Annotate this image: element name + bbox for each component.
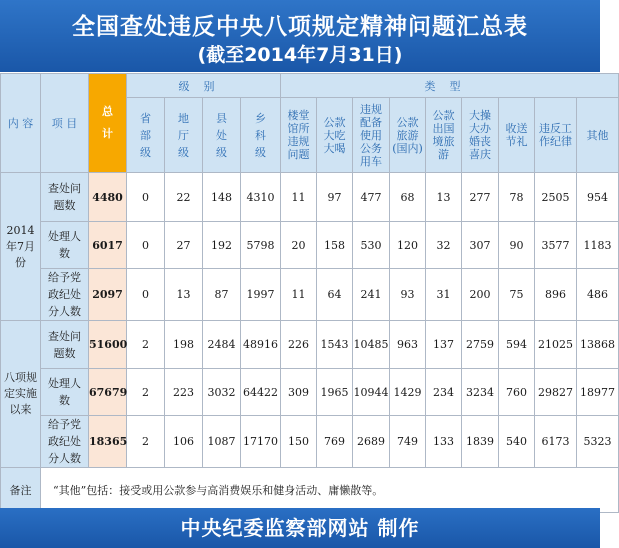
type-cell: 32 — [426, 222, 462, 269]
level-header: 县处级 — [203, 98, 241, 173]
row-item-label: 查处问题数 — [41, 321, 89, 369]
period-label: 2014年7月份 — [1, 173, 41, 321]
level-cell: 0 — [127, 222, 165, 269]
table-row — [1, 321, 619, 369]
type-cell: 307 — [462, 222, 499, 269]
type-cell: 18977 — [577, 369, 619, 416]
level-header: 乡科级 — [241, 98, 281, 173]
type-cell: 594 — [499, 321, 535, 369]
type-cell: 11 — [281, 173, 317, 222]
type-cell: 896 — [535, 269, 577, 321]
row-item-label: 查处问题数 — [41, 173, 89, 222]
type-cell: 158 — [317, 222, 353, 269]
title-banner — [0, 0, 600, 72]
type-cell: 10944 — [353, 369, 390, 416]
level-cell: 0 — [127, 269, 165, 321]
type-cell: 234 — [426, 369, 462, 416]
row-total: 2097 — [89, 269, 127, 321]
type-cell: 13 — [426, 173, 462, 222]
type-header: 楼堂馆所违规问题 — [281, 98, 317, 173]
type-cell: 277 — [462, 173, 499, 222]
footer-credit: 中央纪委监察部网站 制作 — [0, 508, 600, 548]
type-cell: 760 — [499, 369, 535, 416]
type-cell: 31 — [426, 269, 462, 321]
row-item-label: 给予党政纪处分人数 — [41, 269, 89, 321]
level-cell: 27 — [165, 222, 203, 269]
type-cell: 20 — [281, 222, 317, 269]
level-cell: 48916 — [241, 321, 281, 369]
type-cell: 1429 — [390, 369, 426, 416]
type-cell: 10485 — [353, 321, 390, 369]
type-cell: 6173 — [535, 416, 577, 468]
type-cell: 75 — [499, 269, 535, 321]
level-cell: 198 — [165, 321, 203, 369]
type-cell: 2759 — [462, 321, 499, 369]
table-row — [1, 222, 619, 269]
type-cell: 2689 — [353, 416, 390, 468]
type-cell: 64 — [317, 269, 353, 321]
level-cell: 13 — [165, 269, 203, 321]
type-cell: 226 — [281, 321, 317, 369]
type-cell: 486 — [577, 269, 619, 321]
type-header: 其他 — [577, 98, 619, 173]
type-cell: 29827 — [535, 369, 577, 416]
level-cell: 4310 — [241, 173, 281, 222]
level-cell: 1997 — [241, 269, 281, 321]
type-cell: 21025 — [535, 321, 577, 369]
row-item-label: 处理人数 — [41, 222, 89, 269]
level-group-header: 级别 — [127, 74, 281, 98]
type-cell: 150 — [281, 416, 317, 468]
type-cell: 97 — [317, 173, 353, 222]
type-cell: 11 — [281, 269, 317, 321]
type-header: 公款旅游(国内) — [390, 98, 426, 173]
row-total: 51600 — [89, 321, 127, 369]
type-header: 公款出国境旅游 — [426, 98, 462, 173]
type-group-header: 类型 — [281, 74, 619, 98]
table-row — [1, 416, 619, 468]
level-cell: 2 — [127, 369, 165, 416]
level-cell: 0 — [127, 173, 165, 222]
type-cell: 2505 — [535, 173, 577, 222]
type-cell: 1839 — [462, 416, 499, 468]
type-cell: 13868 — [577, 321, 619, 369]
type-cell: 93 — [390, 269, 426, 321]
level-cell: 2484 — [203, 321, 241, 369]
type-cell: 3577 — [535, 222, 577, 269]
level-cell: 148 — [203, 173, 241, 222]
type-cell: 1183 — [577, 222, 619, 269]
level-cell: 223 — [165, 369, 203, 416]
level-header: 地厅级 — [165, 98, 203, 173]
type-cell: 137 — [426, 321, 462, 369]
type-cell: 309 — [281, 369, 317, 416]
type-cell: 90 — [499, 222, 535, 269]
row-total: 4480 — [89, 173, 127, 222]
table-row — [1, 269, 619, 321]
type-cell: 963 — [390, 321, 426, 369]
page-subtitle: (截至2014年7月31日) — [197, 44, 403, 66]
level-cell: 64422 — [241, 369, 281, 416]
total-header: 总计 — [89, 74, 127, 173]
note-label: 备注 — [1, 468, 41, 513]
type-cell: 530 — [353, 222, 390, 269]
row-total: 67679 — [89, 369, 127, 416]
type-cell: 1543 — [317, 321, 353, 369]
row-total: 6017 — [89, 222, 127, 269]
type-cell: 954 — [577, 173, 619, 222]
level-cell: 2 — [127, 416, 165, 468]
level-cell: 5798 — [241, 222, 281, 269]
level-cell: 1087 — [203, 416, 241, 468]
level-header: 省部级 — [127, 98, 165, 173]
type-cell: 749 — [390, 416, 426, 468]
note-row — [1, 468, 619, 513]
summary-table — [0, 73, 619, 513]
type-cell: 241 — [353, 269, 390, 321]
table-row — [1, 369, 619, 416]
content-header: 内 容 — [1, 74, 41, 173]
type-cell: 5323 — [577, 416, 619, 468]
type-cell: 78 — [499, 173, 535, 222]
period-label: 八项规定实施以来 — [1, 321, 41, 468]
level-cell: 2 — [127, 321, 165, 369]
type-cell: 477 — [353, 173, 390, 222]
level-cell: 106 — [165, 416, 203, 468]
type-cell: 3234 — [462, 369, 499, 416]
item-header: 项 目 — [41, 74, 89, 173]
type-header: 违规配备使用公务用车 — [353, 98, 390, 173]
type-cell: 1965 — [317, 369, 353, 416]
level-cell: 87 — [203, 269, 241, 321]
row-total: 18365 — [89, 416, 127, 468]
row-item-label: 处理人数 — [41, 369, 89, 416]
type-cell: 120 — [390, 222, 426, 269]
row-item-label: 给予党政纪处分人数 — [41, 416, 89, 468]
type-cell: 540 — [499, 416, 535, 468]
level-cell: 3032 — [203, 369, 241, 416]
type-header: 收送节礼 — [499, 98, 535, 173]
note-text: “其他”包括：接受或用公款参与高消费娱乐和健身活动、庸懒散等。 — [41, 468, 619, 513]
level-cell: 22 — [165, 173, 203, 222]
type-cell: 68 — [390, 173, 426, 222]
page-title: 全国查处违反中央八项规定精神问题汇总表 — [72, 14, 528, 40]
type-header: 大操大办婚丧喜庆 — [462, 98, 499, 173]
table-row — [1, 173, 619, 222]
type-header: 违反工作纪律 — [535, 98, 577, 173]
type-header: 公款大吃大喝 — [317, 98, 353, 173]
level-cell: 17170 — [241, 416, 281, 468]
level-cell: 192 — [203, 222, 241, 269]
type-cell: 200 — [462, 269, 499, 321]
type-cell: 769 — [317, 416, 353, 468]
type-cell: 133 — [426, 416, 462, 468]
